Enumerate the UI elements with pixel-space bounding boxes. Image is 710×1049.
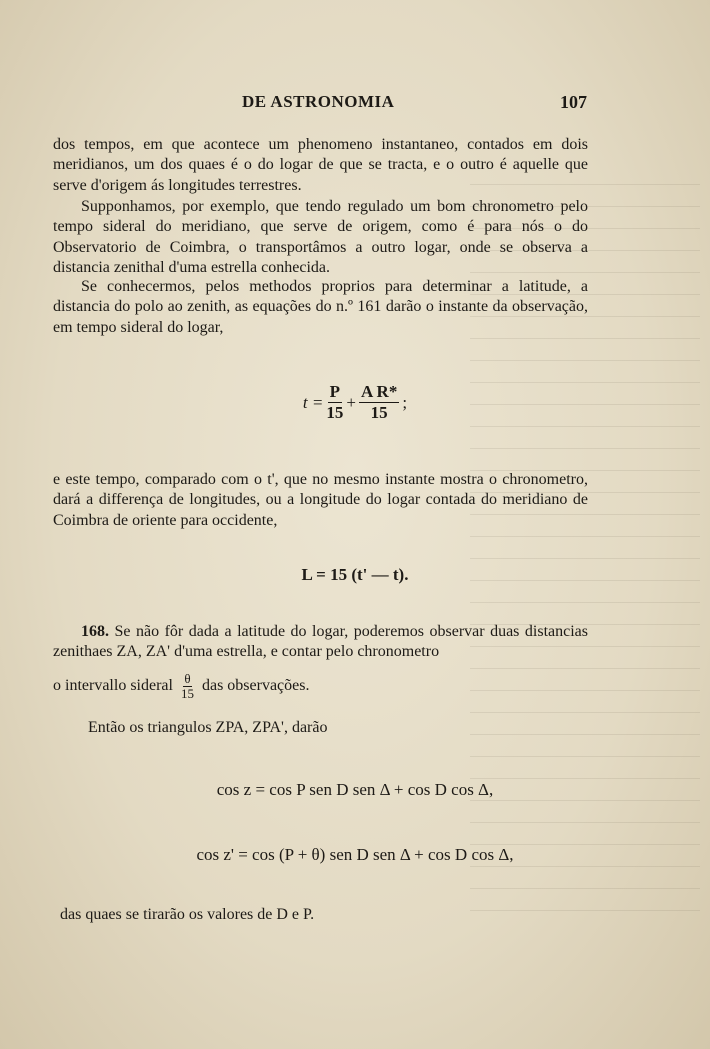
eq1-frac1-num: P bbox=[329, 382, 341, 401]
eq1-tail: ; bbox=[402, 392, 408, 412]
eq1-frac2-den: 15 bbox=[370, 403, 388, 422]
paragraph-triangles: Então os triangulos ZPA, ZPA', darão bbox=[88, 719, 328, 736]
running-head: DE ASTRONOMIA bbox=[242, 92, 395, 111]
paragraph-chronometer: Supponhamos, por exemplo, que tendo regulado um bom chronometro pelo tempo sideral do meridiano, que serve de origem, como é para nós o do Observatorio de Coimbra, o transportâmos a outro logar, onde se observa a distancia zenithal d'uma estrella conhecida. bbox=[53, 198, 588, 276]
eq2-text: L = 15 (t' — t). bbox=[301, 565, 409, 584]
equation-longitude bbox=[0, 565, 710, 585]
page-number: 107 bbox=[560, 92, 587, 112]
interval-num: θ bbox=[184, 671, 191, 686]
eq4-text: cos z' = cos (P + θ) sen D sen Δ + cos D cos Δ, bbox=[196, 845, 514, 864]
interval-post: das observações. bbox=[201, 677, 310, 695]
section-number: 168. bbox=[81, 623, 109, 640]
eq3-text: cos z = cos P sen D sen Δ + cos D cos Δ, bbox=[216, 780, 494, 799]
paragraph-latitude: Se conhecermos, pelos methodos proprios para determinar a latitude, a distancia do polo ao zenith, as equações do n.º 161 darão o instante da observação, em tempo sideral do logar, bbox=[53, 278, 588, 336]
eq1-lhs: t = bbox=[302, 392, 324, 412]
paragraph-continuation: dos tempos, em que acontece um phenomeno instantaneo, contados em dois meridianos, um dos quaes é o do logar de que se tracta, e o outro é aquelle que serve d'origem ás longitudes terrestres. bbox=[53, 136, 588, 194]
paragraph-168-text: Se não fôr dada a latitude do logar, poderemos observar duas distancias zenithaes ZA, ZA' d'uma estrella, e contar pelo chronometro bbox=[53, 623, 588, 661]
eq1-fraction-p bbox=[326, 382, 343, 423]
interval-den: 15 bbox=[180, 686, 194, 701]
equation-cos-z bbox=[0, 780, 710, 800]
eq1-plus: + bbox=[346, 392, 356, 412]
paragraph-longitude: e este tempo, comparado com o t', que no mesmo instante mostra o chronometro, dará a differença de longitudes, ou a longitude do logar contada do meridiano de Coimbra de oriente para occidente, bbox=[53, 471, 588, 529]
eq1-frac2-num: A R* bbox=[360, 382, 398, 401]
interval-fraction bbox=[181, 672, 194, 701]
equation-cos-z-prime bbox=[0, 845, 710, 865]
paragraph-conclusion: das quaes se tirarão os valores de D e P. bbox=[60, 906, 315, 923]
page-header bbox=[0, 92, 710, 114]
equation-sidereal-time bbox=[0, 382, 710, 423]
paragraph-168-tail bbox=[53, 672, 588, 701]
paragraph-168 bbox=[53, 622, 588, 663]
eq1-fraction-ar bbox=[359, 382, 399, 423]
eq1-frac1-den: 15 bbox=[326, 403, 344, 422]
interval-pre: o intervallo sideral bbox=[53, 677, 173, 695]
